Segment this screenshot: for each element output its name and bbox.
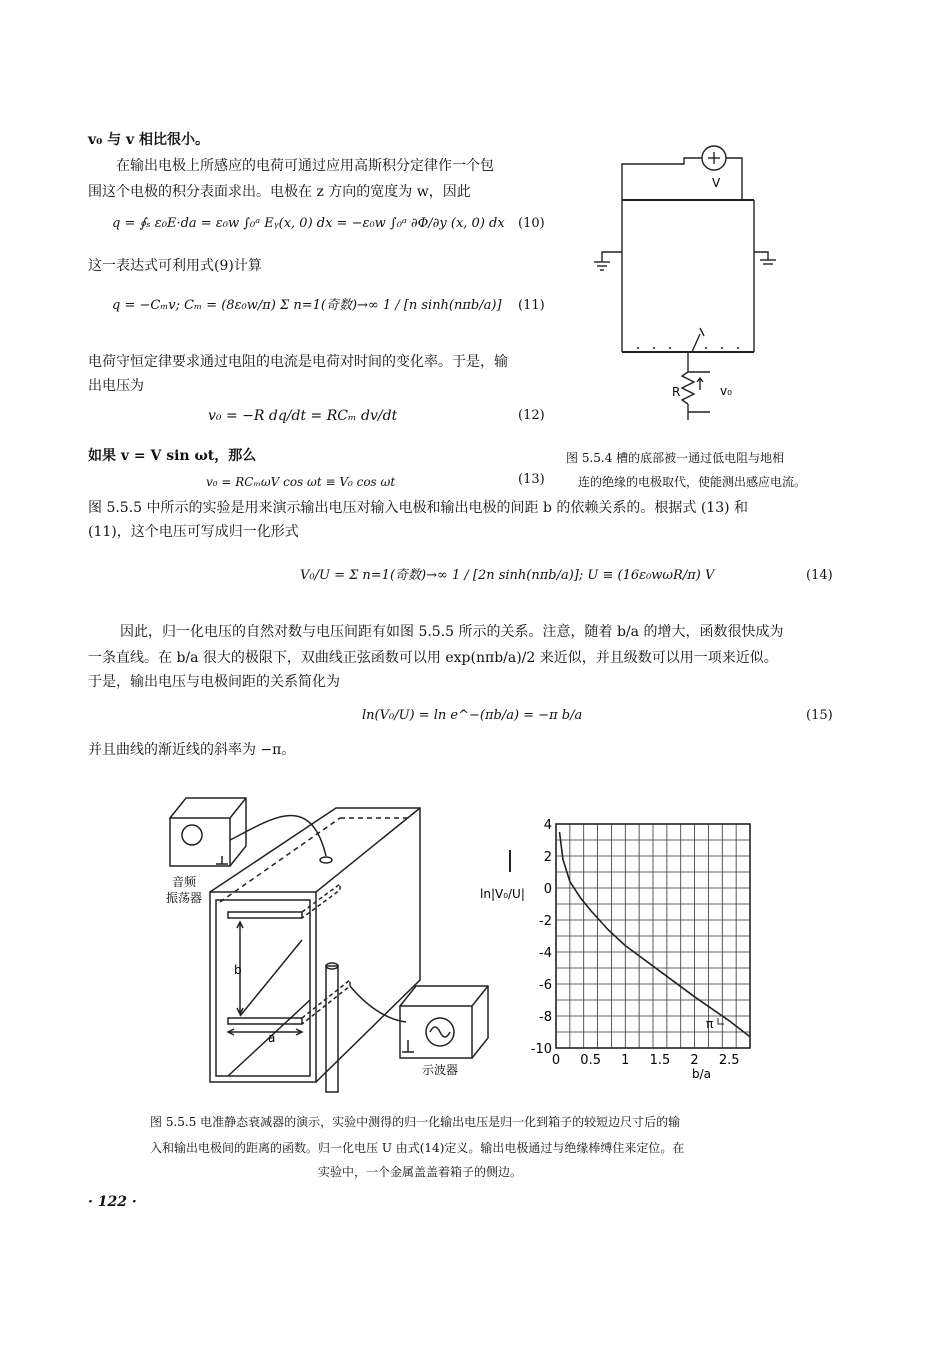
- oscillator-label: 振荡器: [166, 891, 203, 905]
- x-tick-label: 1: [621, 1053, 630, 1068]
- x-tick-label: 1.5: [649, 1053, 671, 1068]
- figure-caption: 图 5.5.4 槽的底部被一通过低电阻与地相: [566, 451, 785, 465]
- figure-5-5-4: [588, 140, 788, 430]
- y-axis-label: ln|V₀/U|: [480, 887, 525, 901]
- dimension-a-label: a: [268, 1031, 276, 1045]
- x-tick-label: 2.5: [718, 1053, 740, 1068]
- figure-caption: 实验中，一个金属盖盖着箱子的侧边。: [318, 1165, 523, 1179]
- equation-number: (14): [806, 568, 833, 583]
- dimension-b-label: b: [234, 963, 242, 977]
- text-line: 图 5.5.5 中所示的实验是用来演示输出电压对输入电极和输出电极的间距 b 的依赖关系的。根据式 (13) 和: [88, 500, 749, 516]
- equation-15: ln(V₀/U) = ln e^−(πb/a) = −π b/a: [362, 708, 583, 723]
- text-line: v₀ 与 v 相比很小。: [88, 132, 210, 148]
- y-tick-label: -4: [539, 946, 552, 961]
- equation-number: (15): [806, 708, 833, 723]
- voltmeter-label: V: [712, 176, 721, 190]
- oscillator-label: 音频: [172, 875, 197, 889]
- y-tick-label: -8: [539, 1010, 552, 1025]
- figure-5-5-5-apparatus: [160, 780, 520, 1110]
- equation-number: (13): [518, 472, 545, 487]
- text-line: (11)，这个电压可写成归一化形式: [88, 524, 299, 540]
- vout-label: v₀: [720, 384, 732, 398]
- equation-10: q = ∮ₛ ε₀E·da = ε₀w ∫₀ᵃ Eᵧ(x, 0) dx = −ε₀w ∫₀ᵃ ∂Φ/∂y (x, 0) dx: [112, 216, 505, 231]
- x-axis-label: b/a: [692, 1067, 712, 1081]
- text-line: 如果 v = V sin ωt，那么: [88, 448, 257, 464]
- text-line: 出电压为: [88, 378, 144, 394]
- equation-14: V₀/U = Σ n=1(奇数)→∞ 1 / [2n sinh(nπb/a)]; U ≡ (16ε₀wωR/π) V: [300, 568, 715, 583]
- equation-12: v₀ = −R dq/dt = RCₘ dv/dt: [208, 408, 398, 424]
- oscillator-dial-icon: [182, 825, 202, 845]
- equation-number: (11): [518, 298, 545, 313]
- equation-number: (12): [518, 408, 545, 423]
- figure-caption: 图 5.5.5 电准静态衰减器的演示，实验中测得的归一化输出电压是归一化到箱子的较短边尺寸后的输: [150, 1115, 681, 1129]
- slope-label: π: [706, 1017, 714, 1031]
- curve-series-line: [560, 832, 751, 1037]
- text-line: 于是，输出电压与电极间距的关系简化为: [88, 674, 340, 690]
- text-line: 一条直线。在 b/a 很大的极限下，双曲线正弦函数可以用 exp(nπb/a)/2 来近似，并且级数可以用一项来近似。: [88, 650, 778, 666]
- text-line: 这一表达式可利用式(9)计算: [88, 258, 262, 274]
- resistor-icon: [682, 372, 694, 404]
- equation-number: (10): [518, 216, 545, 231]
- text-line: 围这个电极的积分表面求出。电极在 z 方向的宽度为 w，因此: [88, 184, 471, 200]
- x-tick-label: 2: [690, 1053, 699, 1068]
- y-tick-label: 2: [543, 850, 552, 865]
- text-line: 因此，归一化电压的自然对数与电压间距有如图 5.5.5 所示的关系。注意，随着 b/a 的增大，函数很快成为: [120, 624, 784, 640]
- page-number: · 122 ·: [88, 1194, 137, 1210]
- resistor-label: R: [672, 385, 681, 399]
- y-tick-label: -10: [530, 1042, 552, 1057]
- text-line: 在输出电极上所感应的电荷可通过应用高斯积分定律作一个包: [116, 158, 494, 174]
- figure-caption: 连的绝缘的电极取代，使能测出感应电流。: [578, 475, 807, 489]
- x-tick-label: 0: [551, 1053, 561, 1068]
- y-tick-label: 0: [543, 882, 552, 897]
- text-line: 电荷守恒定律要求通过电阻的电流是电荷对时间的变化率。于是，输: [88, 354, 508, 370]
- y-tick-label: 4: [543, 818, 552, 833]
- figure-5-5-5-chart: [470, 810, 780, 1100]
- equation-11: q = −Cₘv; Cₘ = (8ε₀w/π) Σ n=1(奇数)→∞ 1 / [n sinh(nπb/a)]: [112, 298, 502, 313]
- text-line: 并且曲线的渐近线的斜率为 −π。: [88, 742, 296, 758]
- y-tick-label: -2: [539, 914, 552, 929]
- y-tick-label: -6: [539, 978, 552, 993]
- equation-13: v₀ = RCₘωV cos ωt ≡ V₀ cos ωt: [206, 475, 396, 489]
- x-tick-label: 0.5: [580, 1053, 601, 1068]
- oscilloscope-label: 示波器: [422, 1063, 459, 1077]
- figure-caption: 入和输出电极间的距离的函数。归一化电压 U 由式(14)定义。输出电极通过与绝缘棒缚住来定位。在: [150, 1141, 685, 1155]
